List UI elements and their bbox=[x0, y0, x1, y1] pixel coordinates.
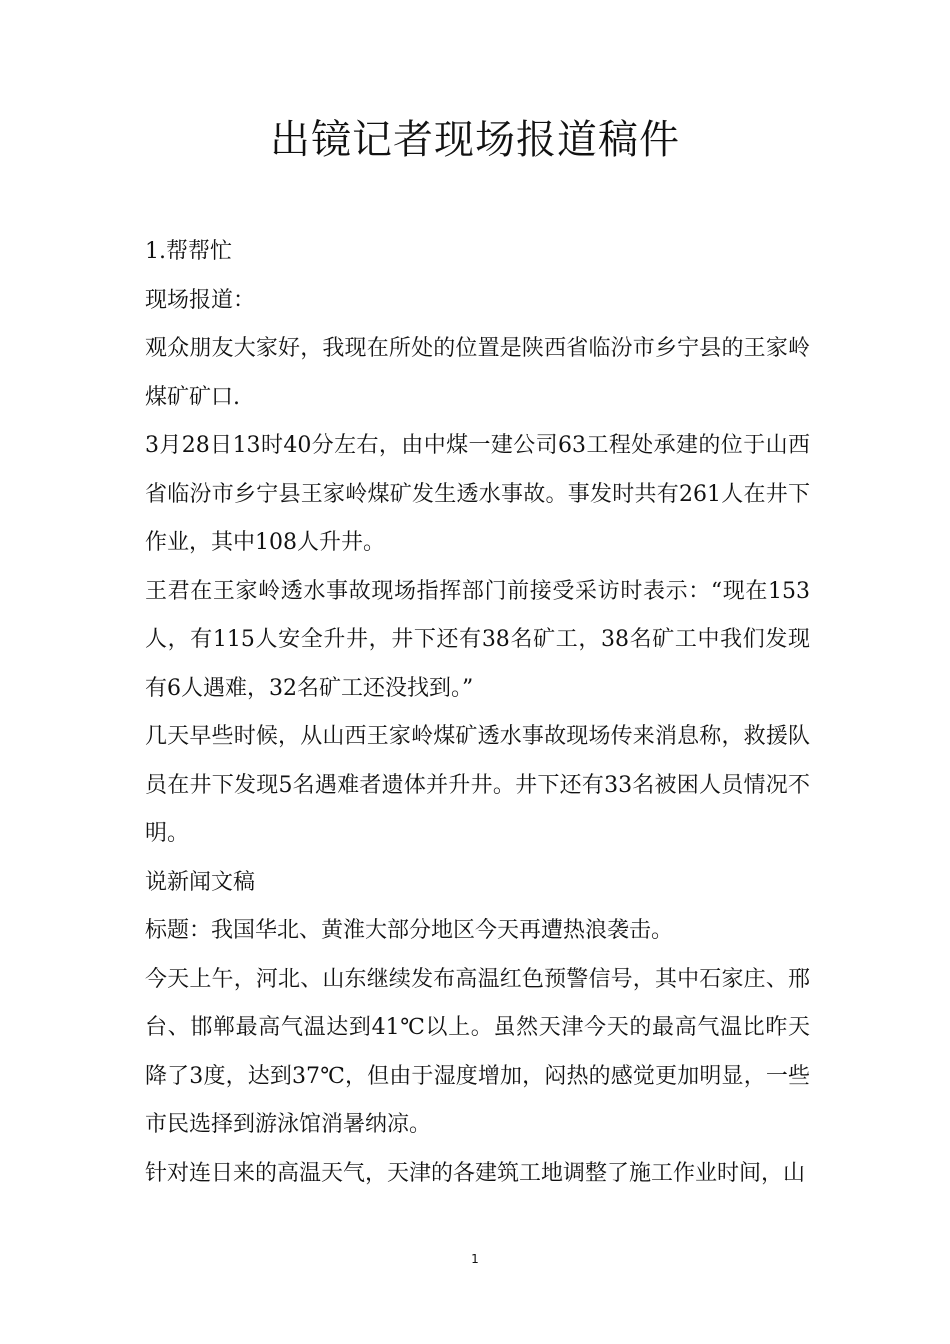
paragraph-opening: 观众朋友大家好，我现在所处的位置是陕西省临汾市乡宁县的王家岭煤矿矿口. bbox=[145, 336, 810, 410]
paragraph-interview: 王君在王家岭透水事故现场指挥部门前接受采访时表示：“现在153人，有115人安全升井，井下还有38名矿工，38名矿工中我们发现有6人遇难，32名矿工还没找到。” bbox=[145, 578, 810, 701]
document-title: 出镜记者现场报道稿件 bbox=[270, 117, 680, 163]
paragraph-construction: 针对连日来的高温天气，天津的各建筑工地调整了施工作业时间，山 bbox=[145, 1160, 806, 1186]
paragraph-accident: 3月28日13时40分左右，由中煤一建公司63工程处承建的位于山西省临汾市乡宁县王家岭煤矿发生透水事故。事发时共有261人在井下作业，其中108人升井。 bbox=[145, 433, 810, 555]
section-heading-help: 1.帮帮忙 bbox=[145, 239, 232, 264]
paragraph-rescue: 几天早些时候，从山西王家岭煤矿透水事故现场传来消息称，救援队员在井下发现5名遇难者遗体并升井。井下还有33名被困人员情况不明。 bbox=[145, 724, 810, 846]
paragraph-heat-warning: 今天上午，河北、山东继续发布高温红色预警信号，其中石家庄、邢台、邯郸最高气温达到41℃以上。虽然天津今天的最高气温比昨天降了3度，达到37℃，但由于湿度增加，闷热的感觉更加明显，一些市民选择到游泳馆消暑纳凉。 bbox=[145, 966, 810, 1137]
news-headline: 标题：我国华北、黄淮大部分地区今天再遭热浪袭击。 bbox=[145, 918, 674, 943]
page-number: 1 bbox=[471, 1252, 479, 1266]
document-body bbox=[145, 228, 810, 1198]
section-heading-news-script: 说新闻文稿 bbox=[145, 869, 256, 895]
subheading-live-report: 现场报道： bbox=[145, 287, 256, 313]
